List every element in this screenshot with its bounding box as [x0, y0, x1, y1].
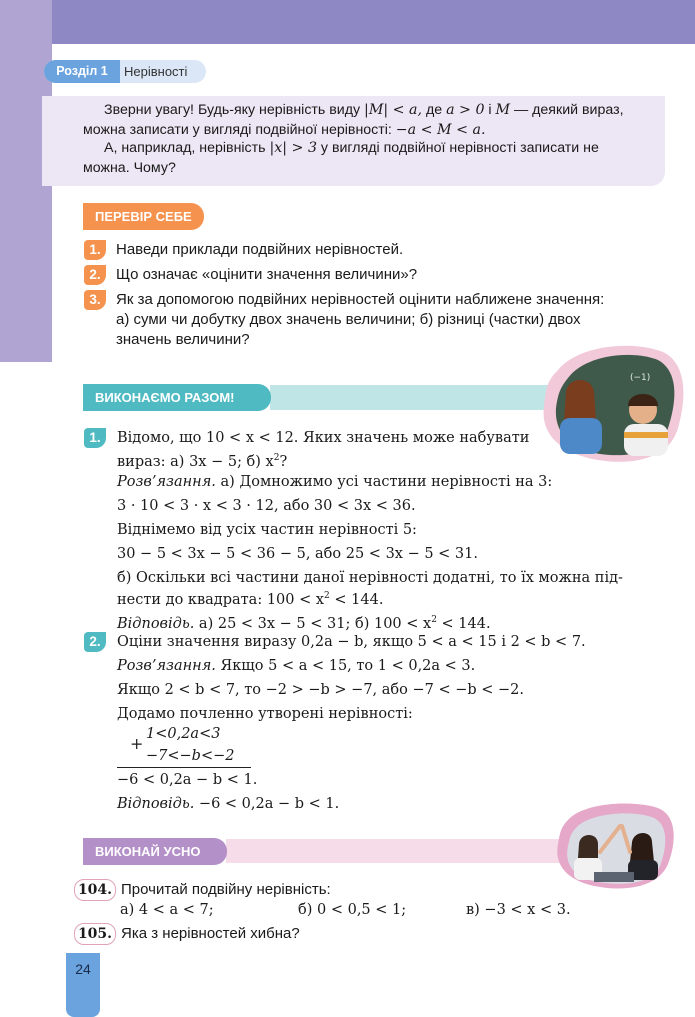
- addition-result: −6 < 0,2a − b < 1.: [117, 772, 258, 788]
- oral-heading: ВИКОНАЙ УСНО: [83, 838, 227, 865]
- text: а) 25 < 3x − 5 < 31; б) 100 < x: [194, 615, 432, 632]
- ex2-num: 2.: [84, 632, 106, 652]
- sup: 2: [273, 453, 280, 463]
- note-text: А, наприклад, нерівність: [104, 140, 270, 156]
- ex104-option-a: а) 4 < a < 7;: [120, 902, 214, 918]
- addition-line: [117, 767, 251, 768]
- note-text: Зверни увагу! Будь-яку нерівність виду: [104, 102, 365, 118]
- addition-row-2: −7<−b<−2: [146, 748, 235, 764]
- note-text: можна записати у вигляді подвійної нерівності:: [83, 122, 396, 138]
- ex104-option-b: б) 0 < 0,5 < 1;: [298, 902, 407, 918]
- ex2-line-1: Оціни значення виразу 0,2a − b, якщо 5 < a < 15 і 2 < b < 7.: [117, 634, 586, 650]
- text: а) Домножимо усі частини нерівності на 3:: [215, 474, 553, 490]
- ex2-sol-line-2: Якщо 2 < b < 7, то −2 > −b > −7, або −7 < −b < −2.: [117, 682, 525, 698]
- ex1-sol-line-1: [117, 472, 552, 492]
- note-math: a > 0: [446, 102, 485, 118]
- students-illustration: [554, 800, 678, 892]
- ex1-sol-line-5: б) Оскільки всі частини даної нерівності додатні, то їх можна під-: [117, 570, 623, 586]
- ex1-line-2: [117, 448, 287, 472]
- note-line-4: можна. Чому?: [83, 160, 176, 176]
- check-item-3-line-1: Як за допомогою подвійних нерівностей оцінити наближене значення:: [116, 291, 605, 308]
- ex1-sol-line-4: 30 − 5 < 3x − 5 < 36 − 5, або 25 < 3x − 5 < 31.: [117, 546, 478, 562]
- check-num-3: 3.: [84, 290, 106, 310]
- note-text: — деякий вираз,: [510, 102, 624, 118]
- check-item-2: Що означає «оцінити значення величини»?: [116, 266, 418, 283]
- svg-text:(−1): (−1): [630, 373, 651, 383]
- text: ?: [279, 453, 288, 470]
- page-number-tab: [66, 953, 100, 1017]
- check-item-1: Наведи приклади подвійних нерівностей.: [116, 241, 404, 258]
- oral-band: [226, 839, 596, 863]
- top-band: [0, 0, 695, 46]
- ex1-sol-line-3: Віднімемо від усіх частин нерівності 5:: [117, 522, 417, 538]
- solution-label: Розв’язання.: [117, 658, 216, 674]
- text: нести до квадрата: 100 < x: [117, 591, 325, 608]
- ex1-sol-line-2: 3 · 10 < 3 · x < 3 · 12, або 30 < 3x < 36.: [117, 498, 416, 514]
- solution-label: Розв’язання.: [117, 474, 216, 490]
- note-text: де: [422, 102, 447, 118]
- ex1-num: 1.: [84, 428, 106, 448]
- ex104-option-c: в) −3 < x < 3.: [466, 902, 571, 918]
- ex2-answer: [117, 794, 339, 814]
- page-number: 24: [75, 961, 91, 977]
- ex1-answer: [117, 610, 491, 634]
- classroom-illustration: [538, 340, 688, 468]
- addition-row-1: 1<0,2a<3: [146, 726, 221, 742]
- ex104-text: Прочитай подвійну нерівність:: [121, 881, 331, 898]
- ex104-number: 104.: [74, 879, 116, 901]
- text: Якщо 5 < a < 15, то 1 < 0,2a < 3.: [215, 658, 476, 674]
- addition-plus: +: [130, 734, 144, 753]
- note-math: −a < M < a.: [395, 122, 486, 138]
- together-heading: ВИКОНАЄМО РАЗОМ!: [83, 384, 271, 411]
- sup: 2: [431, 615, 437, 625]
- check-heading: ПЕРЕВІР СЕБЕ: [83, 203, 204, 230]
- check-num-2: 2.: [84, 265, 106, 285]
- note-math: |x| > 3: [269, 140, 317, 156]
- ex1-line-1: Відомо, що 10 < x < 12. Яких значень може набувати: [117, 430, 530, 446]
- note-text: і: [484, 102, 496, 118]
- check-item-3-line-2: а) суми чи добутку двох значень величини; б) різниці (частки) двох: [116, 311, 581, 328]
- section-label: Розділ 1: [44, 60, 120, 83]
- text: < 144.: [329, 591, 384, 608]
- answer-label: Відповідь.: [117, 796, 195, 812]
- section-title: Нерівності: [124, 64, 188, 79]
- answer-label: Відповідь.: [117, 615, 195, 632]
- text: −6 < 0,2a − b < 1.: [194, 796, 340, 812]
- note-math: |M| < a,: [364, 102, 423, 118]
- ex105-number: 105.: [74, 923, 116, 945]
- note-math: M: [495, 102, 511, 118]
- text: < 144.: [436, 615, 491, 632]
- ex105-text: Яка з нерівностей хибна?: [121, 925, 300, 942]
- note-line-1: [104, 100, 624, 121]
- ex1-sol-line-6: [117, 586, 383, 610]
- ex2-sol-line-1: [117, 656, 475, 676]
- ex2-sol-line-3: Додамо почленно утворені нерівності:: [117, 706, 413, 722]
- sup: 2: [324, 591, 330, 601]
- check-item-3-line-3: значень величини?: [116, 331, 250, 348]
- note-line-3: [104, 138, 599, 159]
- note-text: у вигляді подвійної нерівності записати не: [316, 140, 599, 156]
- text: вираз: а) 3x − 5; б) x: [117, 453, 274, 470]
- check-num-1: 1.: [84, 240, 106, 260]
